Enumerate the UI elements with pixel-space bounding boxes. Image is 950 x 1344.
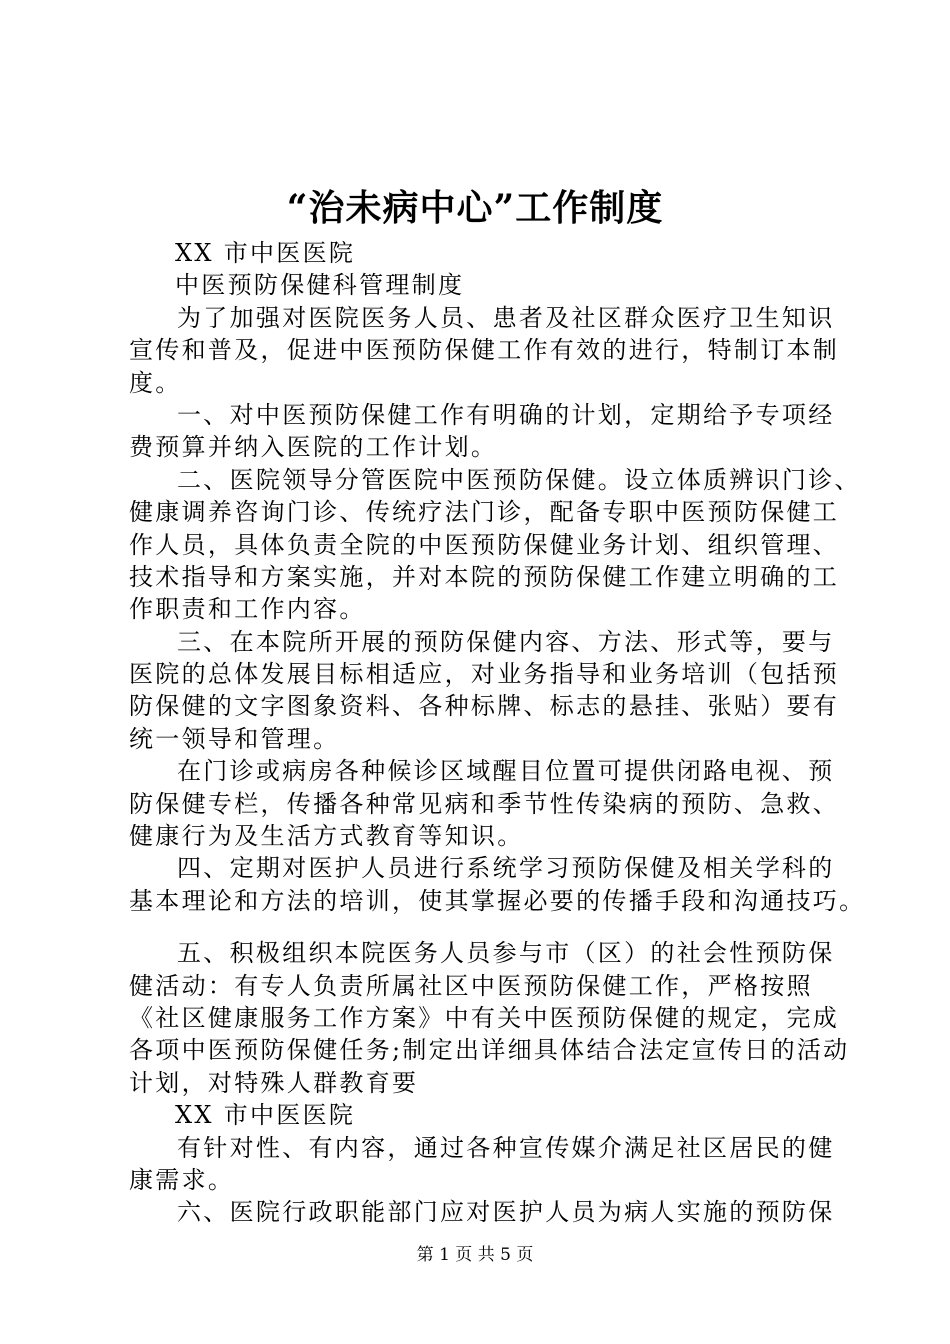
paragraph-line: 作职责和工作内容。 bbox=[129, 595, 366, 624]
paragraph-line: 健康行为及生活方式教育等知识。 bbox=[129, 822, 524, 851]
paragraph-line: 六、医院行政职能部门应对医护人员为病人实施的预防保 bbox=[177, 1198, 835, 1227]
paragraph-line: 三、在本院所开展的预防保健内容、方法、形式等，要与 bbox=[177, 627, 835, 656]
paragraph-line: 康需求。 bbox=[129, 1165, 235, 1194]
paragraph-line: 各项中医预防保健任务;制定出详细具体结合法定宣传日的活动 bbox=[129, 1036, 850, 1065]
document-title: “治未病中心”工作制度 bbox=[286, 187, 664, 229]
hospital-name-line: XX 市中医医院 bbox=[175, 239, 356, 267]
paragraph-line: 健康调养咨询门诊、传统疗法门诊，配备专职中医预防保健工 bbox=[129, 498, 840, 527]
paragraph-line: 在门诊或病房各种候诊区域醒目位置可提供闭路电视、预 bbox=[177, 757, 835, 786]
paragraph-line: 一、对中医预防保健工作有明确的计划，定期给予专项经 bbox=[177, 400, 835, 429]
paragraph-line: 宣传和普及，促进中医预防保健工作有效的进行，特制订本制 bbox=[129, 336, 840, 365]
paragraph-line: 防保健专栏，传播各种常见病和季节性传染病的预防、急救、 bbox=[129, 789, 840, 818]
paragraph-line: 费预算并纳入医院的工作计划。 bbox=[129, 433, 498, 462]
paragraph-line: 作人员，具体负责全院的中医预防保健业务计划、组织管理、 bbox=[129, 530, 840, 559]
paragraph-line: 技术指导和方案实施，并对本院的预防保健工作建立明确的工 bbox=[129, 562, 840, 591]
paragraph-line: 有针对性、有内容，通过各种宣传媒介满足社区居民的健 bbox=[177, 1133, 835, 1162]
page-footer: 第 1 页 共 5 页 bbox=[416, 1245, 534, 1265]
paragraph-line: 健活动：有专人负责所属社区中医预防保健工作，严格按照 bbox=[129, 971, 813, 1000]
paragraph-line: 防保健的文字图象资料、各种标牌、标志的悬挂、张贴）要有 bbox=[129, 692, 840, 721]
paragraph-line: 为了加强对医院医务人员、患者及社区群众医疗卫生知识 bbox=[177, 303, 835, 332]
paragraph-line: 五、积极组织本院医务人员参与市（区）的社会性预防保 bbox=[177, 939, 835, 968]
paragraph-gap bbox=[129, 917, 839, 937]
paragraph-line: 计划，对特殊人群教育要 bbox=[129, 1068, 419, 1097]
paragraph-line: 医院的总体发展目标相适应，对业务指导和业务培训（包括预 bbox=[129, 660, 840, 689]
document-body bbox=[129, 237, 866, 1229]
subtitle-line: 中医预防保健科管理制度 bbox=[175, 271, 465, 300]
hospital-name-line: XX 市中医医院 bbox=[175, 1101, 356, 1130]
paragraph-line: 度。 bbox=[129, 368, 182, 397]
paragraph-line: 基本理论和方法的培训，使其掌握必要的传播手段和沟通技巧。 bbox=[129, 886, 866, 915]
paragraph-line: 四、定期对医护人员进行系统学习预防保健及相关学科的 bbox=[177, 854, 835, 883]
paragraph-line: 统一领导和管理。 bbox=[129, 724, 340, 753]
paragraph-line: 《社区健康服务工作方案》中有关中医预防保健的规定，完成 bbox=[129, 1003, 840, 1032]
paragraph-line: 二、医院领导分管医院中医预防保健。设立体质辨识门诊、 bbox=[177, 465, 861, 494]
